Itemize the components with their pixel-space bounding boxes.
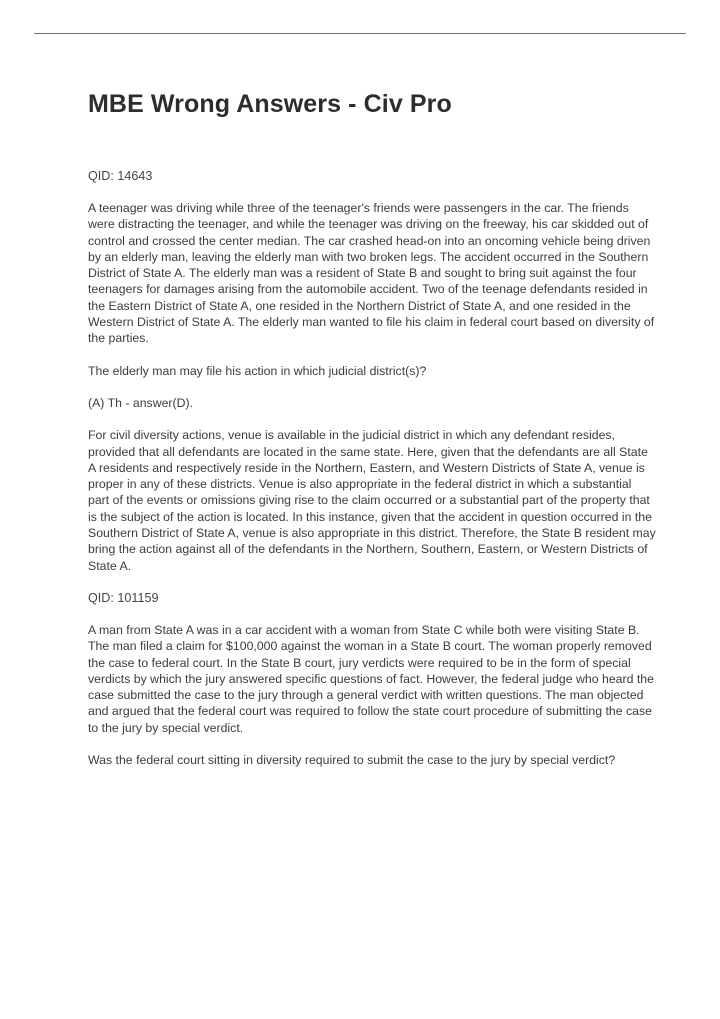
document-body	[88, 88, 656, 784]
question-id: QID: 101159	[88, 590, 159, 605]
question-prompt: The elderly man may file his action in which judicial district(s)?	[88, 363, 427, 378]
question-prompt: Was the federal court sitting in diversity required to submit the case to the jury by special verdict?	[88, 753, 616, 768]
document-title: MBE Wrong Answers - Civ Pro	[88, 90, 452, 118]
question-id: QID: 14643	[88, 169, 153, 183]
question-stem: A teenager was driving while three of the teenager's friends were passengers in the car. The friends were distracting the teenager, and while the teenager was driving on the freeway, his car skidded out of control and crossed the center median. The car crashed head-on into an oncoming vehicle being driven by an elderly man, leaving the elderly man with two broken legs. The accident occurred in the Southern District of State A. The elderly man was a resident of State B and sought to bring suit against the four teenagers for damages arising from the automobile accident. Two of the teenage defendants resided in the Eastern District of State A, one resided in the Northern District of State A, and one resided in the Western District of State A. The elderly man wanted to file his claim in federal court based on diversity of the parties.	[88, 201, 655, 346]
question-block	[88, 168, 656, 574]
top-divider	[34, 33, 686, 34]
question-stem: A man from State A was in a car accident with a woman from State C while both were visiting State B. The man filed a claim for $100,000 against the woman in a State B court. The woman properly removed the case to federal court. In the State B court, jury verdicts were required to be in the form of special verdicts by which the jury answered specific questions of fact. However, the federal judge who heard the case submitted the case to the jury through a general verdict with written questions. The man objected and argued that the federal court was required to follow the state court procedure of submitting the case to the jury by special verdict.	[88, 622, 654, 735]
answer-line: (A) Th - answer(D).	[88, 395, 193, 410]
question-block	[88, 590, 656, 768]
answer-explanation: For civil diversity actions, venue is available in the judicial district in which any defendant resides, provided that all defendants are located in the same state. Here, given that the defendants are all State A residents and respectively reside in the Northern, Eastern, and Western Districts of State A, venue is proper in any of these districts. Venue is also appropriate in the federal district in which a substantial part of the events or omissions giving rise to the claim occurred or a substantial part of the property that is the subject of the action is located. In this instance, given that the accident in question occurred in the Southern District of State A, venue is also appropriate in this district. Therefore, the State B resident may bring the action against all of the defendants in the Northern, Southern, Eastern, or Western Districts of State A.	[88, 428, 656, 573]
